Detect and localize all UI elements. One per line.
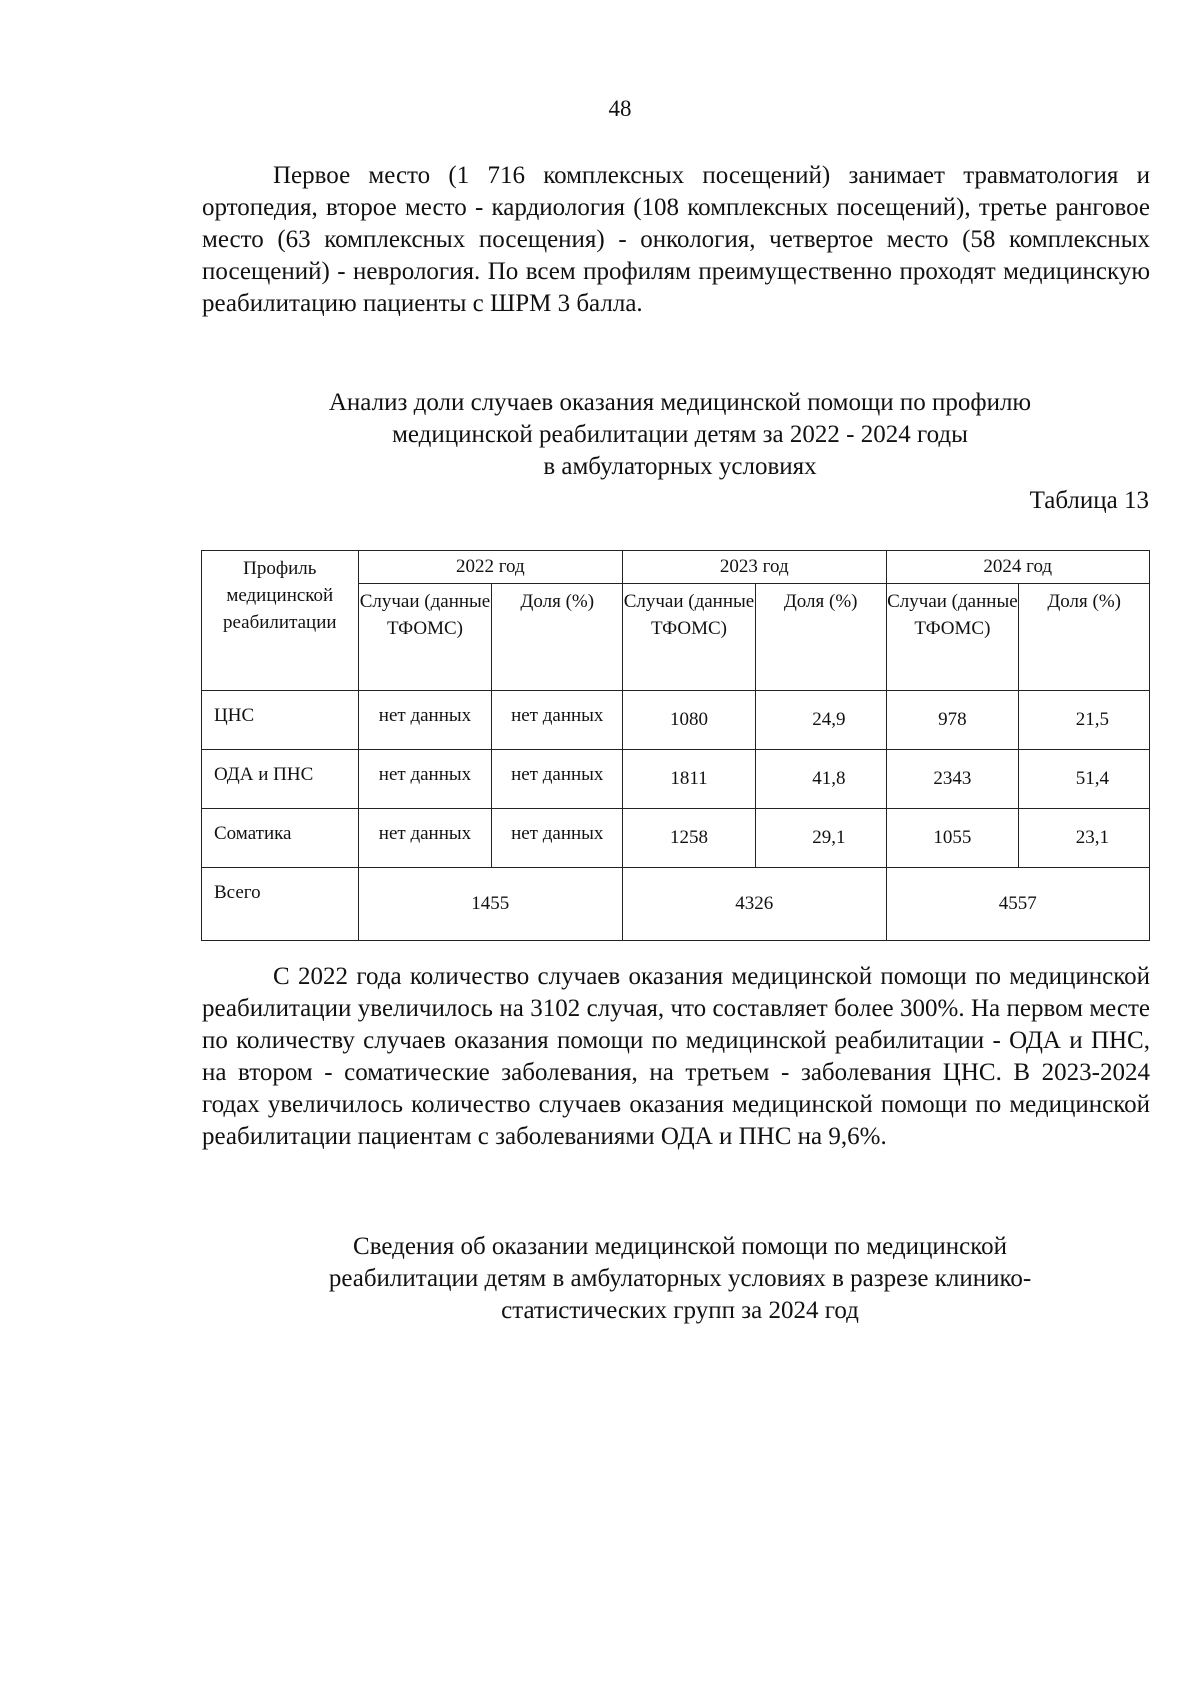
cell-share-2022: нет данных <box>492 809 623 868</box>
cell-share-2022: нет данных <box>492 691 623 750</box>
cell-cases-2024: 978 <box>886 691 1019 750</box>
row-label: ОДА и ПНС <box>202 750 359 809</box>
cell-cases-2023: 1258 <box>623 809 756 868</box>
header-cases-2023: Случаи (данные ТФОМС) <box>623 584 756 691</box>
cell-cases-2022: нет данных <box>358 809 492 868</box>
paragraph-analysis: С 2022 года количество случаев оказания медицинской помощи по медицинской реабилитации увеличилось на 3102 случая, что составляет более 300%. На первом месте по количеству случаев оказания помощи по медицинской реабилитации - ОДА и ПНС, на втором - соматические заболевания, на третьем - заболевания ЦНС. В 2023-2024 годах увеличилось количество случаев оказания медицинской помощи по медицинской реабилитации пациентам с заболеваниями ОДА и ПНС на 9,6%. <box>202 963 1150 1150</box>
cell-cases-2022: нет данных <box>358 750 492 809</box>
header-profile: Профиль медицинской реабилитации <box>202 551 359 691</box>
row-label-total: Всего <box>202 868 359 941</box>
cell-share-2023: 24,9 <box>755 691 886 750</box>
cell-total-2022: 1455 <box>358 868 623 941</box>
section-heading <box>270 1231 1090 1327</box>
cell-share-2024: 21,5 <box>1019 691 1150 750</box>
table-row <box>202 750 1150 809</box>
section-heading-line-1: Сведения об оказании медицинской помощи по медицинской <box>353 1233 1007 1260</box>
row-label: Соматика <box>202 809 359 868</box>
header-cases-2022: Случаи (данные ТФОМС) <box>358 584 492 691</box>
header-share-2024: Доля (%) <box>1019 584 1150 691</box>
cell-share-2023: 41,8 <box>755 750 886 809</box>
cell-cases-2023: 1080 <box>623 691 756 750</box>
page-number: 48 <box>608 96 632 121</box>
table-row <box>202 809 1150 868</box>
table-heading-line-1: Анализ доли случаев оказания медицинской помощи по профилю <box>328 389 1032 416</box>
section-heading-line-2: реабилитации детям в амбулаторных условиях в разрезе клинико- <box>328 1265 1032 1292</box>
header-year-2023: 2023 год <box>623 551 886 584</box>
cell-total-2023: 4326 <box>623 868 886 941</box>
cell-cases-2024: 1055 <box>886 809 1019 868</box>
table-heading-line-2: медицинской реабилитации детям за 2022 - 2024 годы <box>392 421 968 448</box>
cell-cases-2022: нет данных <box>358 691 492 750</box>
table-row-total <box>202 868 1150 941</box>
rehab-share-table <box>201 550 1150 941</box>
cell-share-2023: 29,1 <box>755 809 886 868</box>
paragraph-ranking: Первое место (1 716 комплексных посещений) занимает травматология и ортопедия, второе место - кардиология (108 комплексных посещений), третье ранговое место (63 комплексных посещения) - онкология, четвертое место (58 комплексных посещений) - неврология. По всем профилям преимущественно проходят медицинскую реабилитацию пациенты с ШРМ 3 балла. <box>202 162 1150 317</box>
header-year-2022: 2022 год <box>358 551 623 584</box>
section-heading-line-3: статистических групп за 2024 год <box>501 1297 859 1324</box>
cell-total-2024: 4557 <box>886 868 1150 941</box>
table-row <box>202 691 1150 750</box>
header-share-2022: Доля (%) <box>492 584 623 691</box>
table-heading-line-3: в амбулаторных условиях <box>543 453 817 480</box>
cell-share-2022: нет данных <box>492 750 623 809</box>
header-share-2023: Доля (%) <box>755 584 886 691</box>
header-year-2024: 2024 год <box>886 551 1150 584</box>
table-label: Таблица 13 <box>1029 487 1149 514</box>
cell-cases-2023: 1811 <box>623 750 756 809</box>
row-label: ЦНС <box>202 691 359 750</box>
cell-share-2024: 51,4 <box>1019 750 1150 809</box>
header-cases-2024: Случаи (данные ТФОМС) <box>886 584 1019 691</box>
cell-cases-2024: 2343 <box>886 750 1019 809</box>
cell-share-2024: 23,1 <box>1019 809 1150 868</box>
table-heading <box>250 387 1110 483</box>
